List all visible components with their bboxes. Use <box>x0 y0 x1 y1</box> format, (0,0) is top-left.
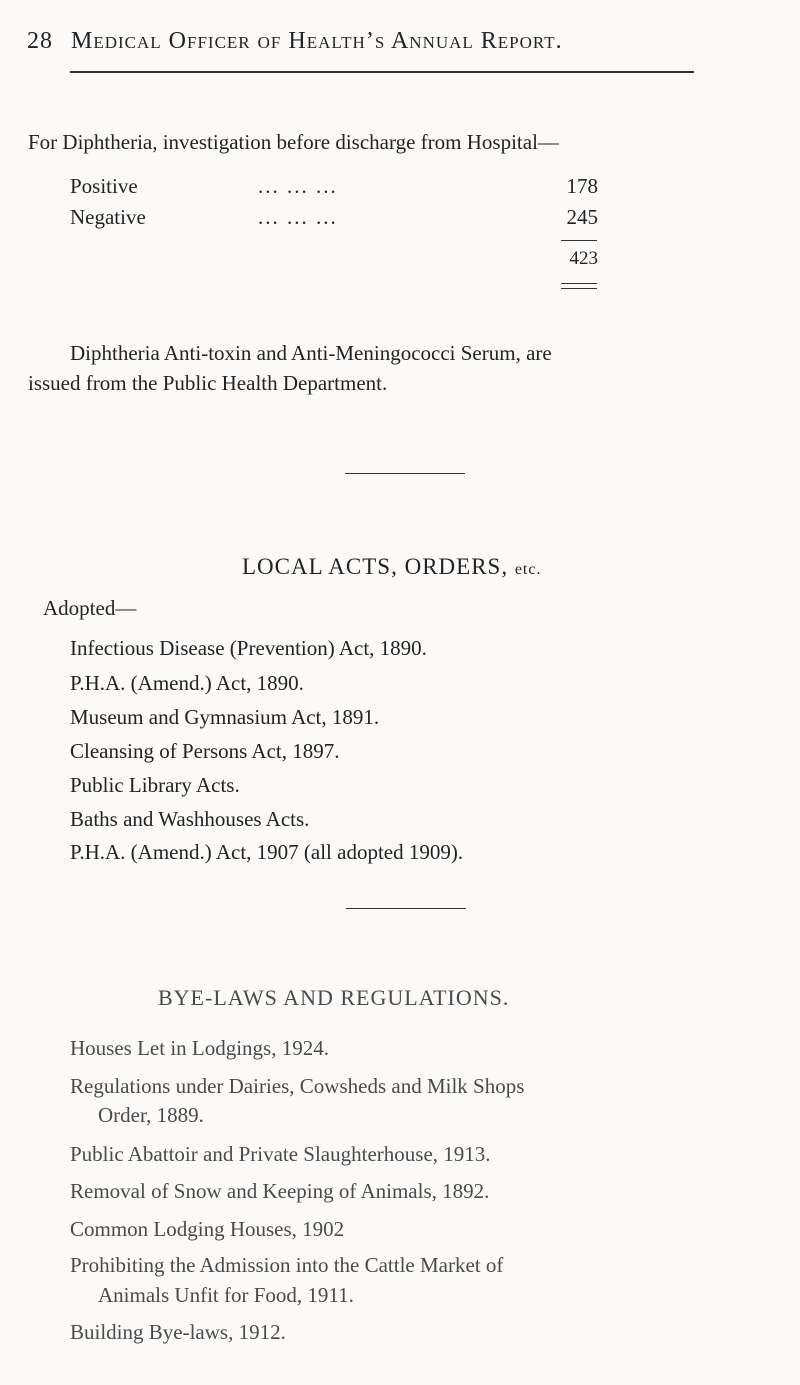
act-item: Public Library Acts. <box>70 773 240 797</box>
act-item: P.H.A. (Amend.) Act, 1890. <box>70 671 304 695</box>
local-acts-title <box>242 554 541 580</box>
total-double-rule-bottom <box>561 288 597 289</box>
running-title: Medical Officer of Health’s Annual Report. <box>71 28 563 54</box>
act-item: P.H.A. (Amend.) Act, 1907 (all adopted 1909). <box>70 840 464 864</box>
bye-law-item: Public Abattoir and Private Slaughterhouse, 1913. <box>70 1142 491 1166</box>
header-rule <box>70 71 694 73</box>
negative-label: Negative <box>70 205 146 229</box>
bye-laws-title: BYE-LAWS AND REGULATIONS. <box>158 985 510 1010</box>
total-value: 423 <box>569 248 598 269</box>
page-number: 28 <box>27 28 53 54</box>
bye-law-item: Common Lodging Houses, 1902 <box>70 1217 345 1241</box>
positive-label: Positive <box>70 174 138 198</box>
adopted-label: Adopted— <box>43 596 137 620</box>
serum-line-2: issued from the Public Health Department. <box>28 371 388 395</box>
bye-law-item-continued: Order, 1889. <box>98 1103 204 1127</box>
section-divider-1 <box>345 473 465 474</box>
local-acts-title-text: LOCAL ACTS, ORDERS, <box>242 554 509 579</box>
local-acts-title-suffix: etc. <box>514 561 542 578</box>
positive-value: 178 <box>566 174 598 198</box>
act-item: Infectious Disease (Prevention) Act, 1890. <box>70 636 427 660</box>
negative-value: 245 <box>566 205 598 229</box>
bye-law-item-continued: Animals Unfit for Food, 1911. <box>98 1283 354 1307</box>
total-double-rule-top <box>561 283 597 284</box>
negative-dots: ... ... ... <box>258 205 338 229</box>
act-item: Cleansing of Persons Act, 1897. <box>70 739 340 763</box>
bye-law-item: Regulations under Dairies, Cowsheds and Milk Shops <box>70 1074 525 1098</box>
bye-law-item: Building Bye-laws, 1912. <box>70 1320 286 1344</box>
bye-law-item: Houses Let in Lodgings, 1924. <box>70 1036 329 1060</box>
act-item: Baths and Washhouses Acts. <box>70 807 310 831</box>
running-header <box>27 28 563 55</box>
act-item: Museum and Gymnasium Act, 1891. <box>70 705 380 729</box>
bye-law-item: Prohibiting the Admission into the Cattle Market of <box>70 1253 504 1277</box>
positive-dots: ... ... ... <box>258 174 338 198</box>
serum-line-1: Diphtheria Anti-toxin and Anti-Meningococci Serum, are <box>70 341 552 365</box>
section-divider-2 <box>346 908 466 909</box>
bye-law-item: Removal of Snow and Keeping of Animals, 1892. <box>70 1179 490 1203</box>
sum-rule <box>561 240 597 241</box>
diphtheria-intro: For Diphtheria, investigation before discharge from Hospital— <box>28 130 559 154</box>
